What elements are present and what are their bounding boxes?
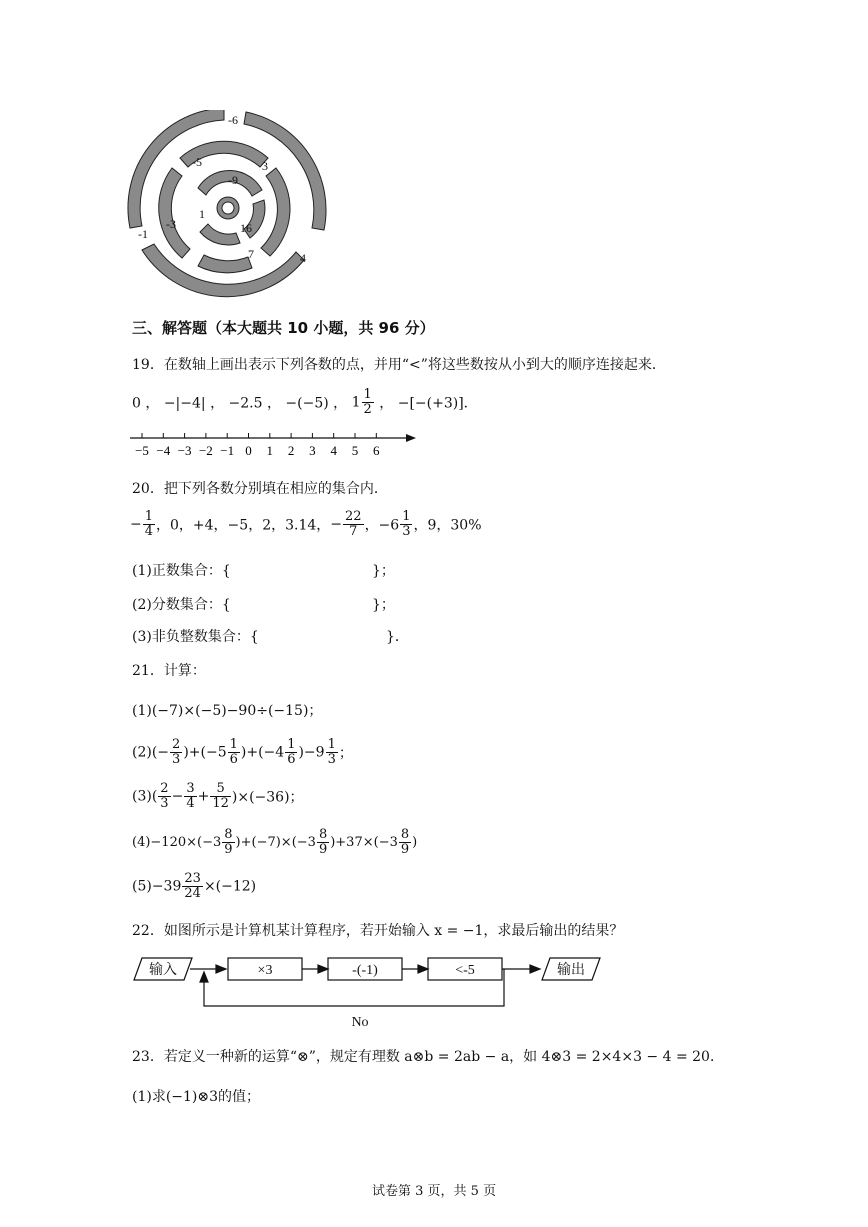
ring-label: -3 [166,217,176,231]
q22-text: 22．如图所示是计算机某计算程序，若开始输入 x = −1，求最后输出的结果？ [132,923,624,939]
ring-label: 4 [300,251,306,265]
outer-ring-arc-top [128,110,224,228]
number-line [128,428,428,462]
ring2-arc-right [261,168,290,256]
q21-part5: (5)−39 $\frac{23}{24}$ ×(−12) [132,871,257,901]
box3-label: <-5 [455,963,475,978]
q21-part2: (2)(− $\frac{2}{3}$ )+(−5 $\frac{1}{6}$ )+(−4 $\frac{1}{6}$ )−9 $\frac{1}{3}$ ； [132,737,353,767]
ring-label: 16 [240,221,252,235]
ring-puzzle-figure [120,110,340,310]
q20-set1: (1)正数集合：{ [132,563,231,579]
q20-numbers: − $\frac{1}{4}$ ，0，+4，−5，2，3.14，− $\frac{22}{7}$ ，−6 $\frac{1}{3}$ ，9，30% [130,509,482,539]
axis-tick-label: −3 [177,443,192,458]
ring-label: 7 [248,247,254,261]
axis-tick-label: 1 [266,443,274,458]
axis-tick-label: 5 [351,443,359,458]
input-label: 输入 [149,963,177,978]
q20-set2-end: }； [372,597,395,613]
ring-label: -1 [138,227,148,241]
ring-label: 3 [262,159,268,173]
q23-text: 23．若定义一种新的运算“⊗”，规定有理数 a⊗b = 2ab − a，如 4⊗3 = 2×4×3 − 4 = 20． [132,1049,724,1065]
q20-set3: (3)非负整数集合：{ [132,629,259,645]
ring-label: -6 [228,113,238,127]
ring-label: 1 [199,207,205,221]
q21-text: 21．计算： [132,663,206,679]
axis-tick-label: −1 [220,443,235,458]
q19-text: 19．在数轴上画出表示下列各数的点，并用“<”将这些数按从小到大的顺序连接起来． [132,357,666,373]
axis-tick-label: 0 [245,443,252,458]
no-label: No [351,1015,369,1030]
output-label: 输出 [557,963,585,978]
ring-label: -9 [228,173,238,187]
ring2-arc-left [159,168,190,258]
axis-tick-label: −5 [135,443,149,458]
page-footer: 试卷第 3 页，共 5 页 [372,1184,497,1199]
q23-part1: (1)求(−1)⊗3的值； [132,1089,261,1105]
axis-tick-label: 2 [287,443,295,458]
flowchart [128,950,618,1032]
q20-set2: (2)分数集合：{ [132,597,231,613]
section-title: 三、解答题（本大题共 10 小题，共 96 分） [132,319,435,337]
box1-label: ×3 [257,963,273,978]
box2-label: -(-1) [352,963,378,978]
axis-tick-label: 4 [330,443,337,458]
q20-set1-end: }； [372,563,395,579]
axis-tick-label: 6 [373,443,380,458]
ring3-arc-bottom [200,224,240,245]
ring-label: -5 [192,155,202,169]
q19-numbers: 0 ， −|−4| ， −2.5 ， −(−5) ， 1 $\frac{1}{2}$ ， −[−(+3)]． [132,387,478,417]
ring2-arc-bottom [198,255,252,273]
q21-part1: (1)(−7)×(−5)−90÷(−15)； [132,703,323,719]
q21-part4: (4)−120×(−3 $\frac{8}{9}$ )+(−7)×(−3 $\frac{8}{9}$ )+37×(−3 $\frac{8}{9}$ ) [132,827,418,857]
axis-tick-label: −4 [156,443,171,458]
axis-tick-label: −2 [198,443,213,458]
q21-part3: (3)( $\frac{2}{3}$ − $\frac{3}{4}$ + $\frac{5}{12}$ )×(−36)； [132,781,304,811]
q20-set3-end: }． [386,629,409,645]
axis-tick-label: 3 [309,443,316,458]
q20-text: 20．把下列各数分别填在相应的集合内． [132,481,388,497]
